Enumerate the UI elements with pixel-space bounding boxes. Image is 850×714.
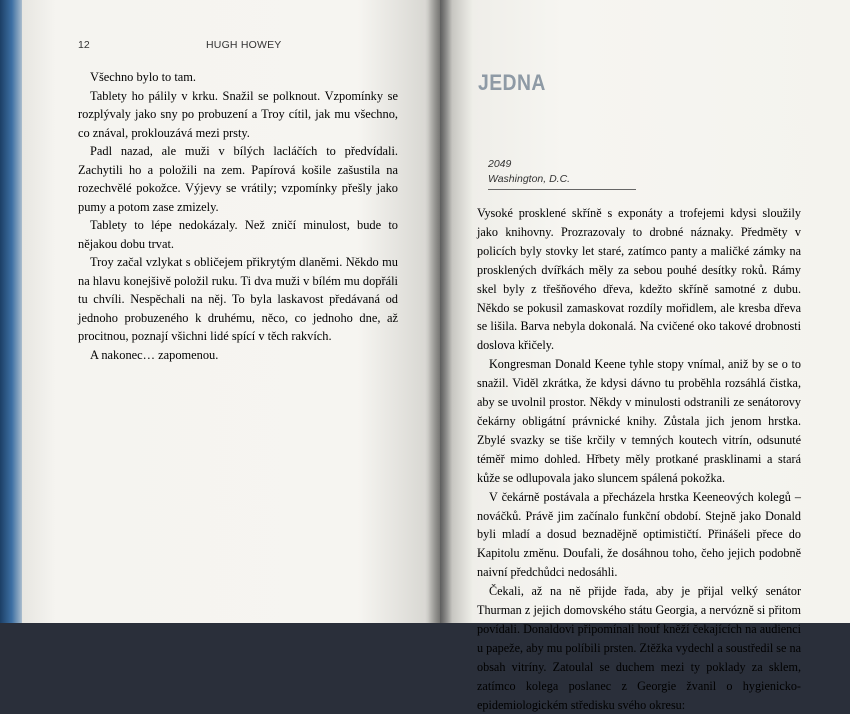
dateline-year: 2049 xyxy=(488,158,512,170)
dateline-rule xyxy=(488,189,636,190)
paragraph: Vysoké prosklené skříně s exponáty a trofejemi kdysi sloužily jako knihovny. Prozrazovaly to drobné náznaky. Předměty v policích byly stovky let staré, zatímco panty a maličké zámky na prosklených dvířkách měly za sebou pouhé desítky roků. Rámy skel byly z třešňového dřeva, kdežto skříně samotné z dubu. Někdo se pokusil zamaskovat rozdíly mořidlem, ale kresba dřeva se lišila. Barva nebyla dokonalá. Na cvičené oko takové drobnosti doslova křičely. xyxy=(477,206,801,353)
paragraph: Troy začal vzlykat s obličejem přikrytým dlaněmi. Někdo mu na hlavu konejšivě položil ruku. Ti dva muži v bílém mu dopřáli tu chvíli. Nespěchali na něj. To byla laskavost předávaná od jednoho probuzeného k druhému, něco, co jednoho dne, až procitnou, poznají všichni lidé spící v těch rakvích. xyxy=(78,255,398,343)
paragraph: Padl nazad, ale muži v bílých lacláčích to předvídali. Zachytili ho a položili na zem. Papírová košile zašustila na rozechvělé pokožce. Výjevy se vrátily; vzpomínky přešly jako pumy a potom zase zmizely. xyxy=(78,144,398,214)
right-page-text xyxy=(477,204,801,714)
left-page-text xyxy=(78,68,398,364)
paragraph: Všechno bylo to tam. xyxy=(90,70,196,84)
dateline xyxy=(488,157,636,190)
paragraph: Tablety to lépe nedokázaly. Než zničí minulost, bude to nějakou dobu trvat. xyxy=(78,218,398,251)
paragraph: Čekali, až na ně přijde řada, aby je přijal velký senátor Thurman z jejich domovského státu Georgia, a nervózně si přitom povídali. Donaldovi připomínali houf kněží čekajících na audienci u papeže, aby mu políbili prsten. Ztěžka vydechl a soustředil se na obsah vitríny. Zatoulal se duchem mezi ty poklady za sklem, zatímco kolega poslanec z Georgie žvanil o hygienicko-epidemiologickém středisku svého okresu: xyxy=(477,584,801,712)
page-number: 12 xyxy=(78,39,90,51)
chapter-title: JEDNA xyxy=(478,70,546,95)
paragraph: Tablety ho pálily v krku. Snažil se polknout. Vzpomínky se rozplývaly jako sny po probuzení a Troy cítil, jak mu všechno, co znával, proklouzává mezi prsty. xyxy=(78,88,398,140)
book-spine xyxy=(428,0,452,623)
paragraph: Kongresman Donald Keene tyhle stopy vnímal, aniž by se o to snažil. Viděl zkrátka, že kdysi dávno tu proběhla rozsáhlá čistka, aby se uvolnil prostor. Někdy v minulosti odstranili ze senátorovy čekárny obligátní právnické knihy. Zůstala jich jenom hrstka. Zbylé svazky se tiše krčily v temných koutech vitrín, odsunuté téměř mimo dohled. Hřbety měly protkané prasklinami a stará kůže se odlupovala jako sluncem spálená pokožka. xyxy=(477,357,801,485)
dateline-place: Washington, D.C. xyxy=(488,173,571,185)
paragraph: V čekárně postávala a přecházela hrstka Keeneových kolegů – nováčků. Právě jim začínalo funkční období. Stejně jako Donald byli mladí a dosud beznadějně optimističtí. Přinášeli přece do Kapitolu změnu. Doufali, že dosáhnou toho, čeho jejich podobně naivní předchůdci nedosáhli. xyxy=(477,489,801,580)
author-name: HUGH HOWEY xyxy=(206,39,282,51)
paragraph: A nakonec… zapomenou. xyxy=(90,347,219,362)
